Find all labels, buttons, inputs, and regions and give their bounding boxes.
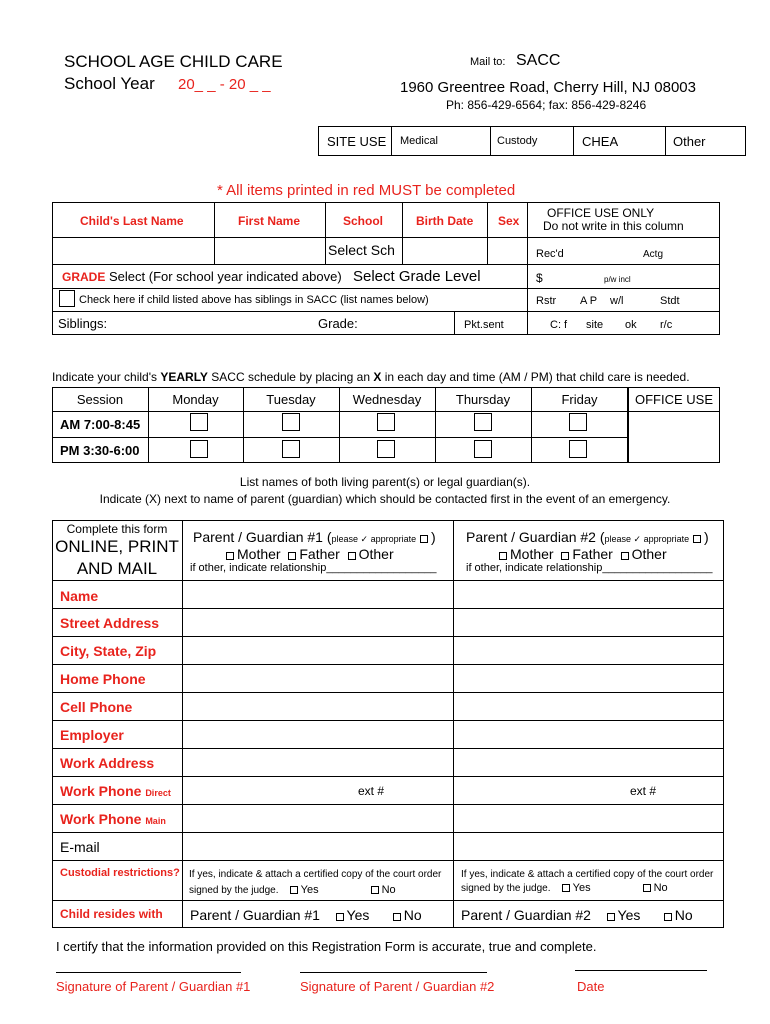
- form-title: SCHOOL AGE CHILD CARE: [64, 52, 283, 71]
- birth-date-input[interactable]: [406, 243, 484, 261]
- child-last-name-header: Child's Last Name: [80, 214, 184, 228]
- cf-label: C: f: [550, 319, 568, 331]
- site-use-label: SITE USE: [327, 134, 387, 149]
- custody-label: Custody: [497, 135, 538, 147]
- wl-label: w/l: [610, 295, 624, 307]
- guardian1-custodial-options: signed by the judge. Yes No: [189, 884, 396, 896]
- home-phone-row-label: Home Phone: [60, 671, 146, 687]
- monday-am-checkbox[interactable]: [190, 413, 208, 431]
- rstr-label: Rstr: [536, 295, 557, 307]
- guardian1-ext-label: ext #: [358, 784, 385, 798]
- child-last-name-input[interactable]: [60, 243, 210, 261]
- monday-pm-checkbox[interactable]: [190, 440, 208, 458]
- guardian1-work-address-input[interactable]: [184, 750, 451, 774]
- resides-guardian1-yes-checkbox[interactable]: [336, 913, 344, 921]
- sibling-grade-label: Grade:: [318, 316, 358, 331]
- friday-header: Friday: [561, 392, 598, 407]
- guardian2-custodial-options: signed by the judge. Yes No: [461, 882, 668, 894]
- work-phone-main-row-label: Work Phone Main: [60, 811, 166, 827]
- school-select[interactable]: Select Sch: [328, 242, 395, 258]
- guardian1-home-phone-input[interactable]: [184, 666, 451, 690]
- guardian2-relationship-options: Mother Father Other: [499, 547, 667, 561]
- guardian2-mother-checkbox[interactable]: [499, 552, 507, 560]
- guardian2-street-input[interactable]: [455, 610, 722, 634]
- tuesday-header: Tuesday: [266, 392, 316, 407]
- required-note: * All items printed in red MUST be completed: [217, 182, 516, 199]
- pkt-sent-label: Pkt.sent: [464, 319, 504, 331]
- site-label: site: [586, 319, 604, 331]
- actg-label: Actg: [643, 249, 664, 260]
- resides-guardian1-no-checkbox[interactable]: [393, 913, 401, 921]
- guardian1-employer-input[interactable]: [184, 722, 451, 746]
- custodial-row-label: Custodial restrictions?: [60, 867, 180, 879]
- dollar-label: $: [536, 271, 543, 285]
- pw-incl-label: p/w incl: [604, 275, 631, 284]
- monday-header: Monday: [172, 392, 219, 407]
- resides-guardian2-no-checkbox[interactable]: [664, 913, 672, 921]
- school-year-label: School Year: [64, 74, 155, 93]
- wednesday-am-checkbox[interactable]: [377, 413, 395, 431]
- guardian1-city-input[interactable]: [184, 638, 451, 662]
- name-row-label: Name: [60, 588, 99, 604]
- grade-label: GRADE: [62, 270, 106, 284]
- date-label: Date: [577, 979, 605, 994]
- online-print-note: ONLINE, PRINT: [55, 537, 179, 556]
- thursday-pm-checkbox[interactable]: [474, 440, 492, 458]
- rc-label: r/c: [660, 319, 673, 331]
- grade-select[interactable]: Select Grade Level: [353, 268, 481, 285]
- guardian1-cell-phone-input[interactable]: [184, 694, 451, 718]
- child-first-name-input[interactable]: [220, 243, 320, 261]
- guardian2-city-input[interactable]: [455, 638, 722, 662]
- street-row-label: Street Address: [60, 615, 160, 631]
- siblings-check-text: Check here if child listed above has siblings in SACC (list names below): [79, 294, 429, 306]
- office-use-header: OFFICE USE: [634, 392, 713, 407]
- phone-fax: Ph: 856-429-6564; fax: 856-429-8246: [446, 98, 647, 112]
- signature1-label: Signature of Parent / Guardian #1: [56, 979, 251, 994]
- guardian2-custodial-text: If yes, indicate & attach a certified copy of the court order: [461, 869, 714, 880]
- guardian2-employer-input[interactable]: [455, 722, 722, 746]
- guardian2-work-address-input[interactable]: [455, 750, 722, 774]
- guardian1-relationship-line[interactable]: if other, indicate relationship__________________: [190, 562, 437, 574]
- friday-am-checkbox[interactable]: [569, 413, 587, 431]
- and-mail-note: AND MAIL: [76, 559, 158, 578]
- signature2-line[interactable]: [300, 972, 487, 973]
- other-label: Other: [673, 134, 706, 149]
- wednesday-pm-checkbox[interactable]: [377, 440, 395, 458]
- mail-to-label: Mail to:: [470, 56, 506, 68]
- mail-to-name: SACC: [516, 52, 561, 69]
- guardian2-other-checkbox[interactable]: [621, 552, 629, 560]
- employer-row-label: Employer: [60, 727, 124, 743]
- guardian1-custodial-no-checkbox[interactable]: [371, 886, 379, 894]
- guardian2-home-phone-input[interactable]: [455, 666, 722, 690]
- guardian1-custodial-text: If yes, indicate & attach a certified copy of the court order: [189, 869, 442, 880]
- birth-date-header: Birth Date: [416, 214, 474, 228]
- signature2-label: Signature of Parent / Guardian #2: [300, 979, 495, 994]
- city-row-label: City, State, Zip: [60, 643, 157, 659]
- office-use-title: OFFICE USE ONLY: [547, 206, 655, 220]
- work-phone-direct-row-label: Work Phone Direct: [60, 783, 171, 799]
- guardian1-street-input[interactable]: [184, 610, 451, 634]
- guardian1-email-input[interactable]: [184, 834, 451, 858]
- guardian1-other-checkbox[interactable]: [348, 552, 356, 560]
- mail-address: 1960 Greentree Road, Cherry Hill, NJ 08003: [400, 79, 696, 96]
- cell-phone-row-label: Cell Phone: [60, 699, 133, 715]
- am-session-label: AM 7:00-8:45: [60, 417, 141, 432]
- tuesday-pm-checkbox[interactable]: [282, 440, 300, 458]
- guardian2-custodial-yes-checkbox[interactable]: [562, 884, 570, 892]
- session-header: Session: [76, 392, 124, 407]
- sex-header: Sex: [498, 214, 520, 228]
- resides-guardian2-yes-checkbox[interactable]: [607, 913, 615, 921]
- school-header: School: [343, 214, 384, 228]
- guardian2-email-input[interactable]: [455, 834, 722, 858]
- thursday-header: Thursday: [455, 392, 511, 407]
- guardian1-custodial-yes-checkbox[interactable]: [290, 886, 298, 894]
- first-name-header: First Name: [238, 214, 301, 228]
- sex-input[interactable]: [490, 243, 524, 261]
- school-year-value[interactable]: 20_ _ - 20 _ _: [178, 76, 271, 93]
- guardian1-title: Parent / Guardian #1 (please ✓ appropriate ): [193, 529, 436, 545]
- email-row-label: E-mail: [60, 839, 100, 855]
- office-use-subtitle: Do not write in this column: [543, 219, 684, 233]
- tuesday-am-checkbox[interactable]: [282, 413, 300, 431]
- guardian2-cell-phone-input[interactable]: [455, 694, 722, 718]
- stdt-label: Stdt: [660, 295, 680, 307]
- resides-guardian1-options: Parent / Guardian #1 Yes No: [190, 907, 422, 923]
- ap-label: A P: [580, 295, 598, 307]
- guardian1-father-checkbox[interactable]: [288, 552, 296, 560]
- guardian2-title: Parent / Guardian #2 (please ✓ appropriate ): [466, 529, 709, 545]
- recd-label: Rec'd: [536, 248, 564, 260]
- child-resides-row-label: Child resides with: [60, 907, 163, 921]
- medical-label: Medical: [400, 135, 438, 147]
- chea-label: CHEA: [582, 134, 619, 149]
- work-address-row-label: Work Address: [60, 755, 155, 771]
- thursday-am-checkbox[interactable]: [474, 413, 492, 431]
- schedule-instructions: Indicate your child's YEARLY SACC schedule by placing an X in each day and time (AM / PM) that child care is needed.: [52, 370, 690, 384]
- guardian1-relationship-options: Mother Father Other: [226, 547, 394, 561]
- guardian1-mother-checkbox[interactable]: [226, 552, 234, 560]
- parents-intro-line2: Indicate (X) next to name of parent (guardian) which should be contacted first in the event of an emergency.: [99, 492, 671, 506]
- guardian2-relationship-line[interactable]: if other, indicate relationship__________________: [466, 562, 713, 574]
- guardian2-name-input[interactable]: [455, 582, 722, 606]
- siblings-checkbox[interactable]: [59, 290, 75, 307]
- parents-intro-line1: List names of both living parent(s) or legal guardian(s).: [239, 475, 531, 489]
- guardian2-custodial-no-checkbox[interactable]: [643, 884, 651, 892]
- wednesday-header: Wednesday: [352, 392, 422, 407]
- date-line[interactable]: [575, 970, 707, 971]
- friday-pm-checkbox[interactable]: [569, 440, 587, 458]
- pm-session-label: PM 3:30-6:00: [60, 443, 140, 458]
- resides-guardian2-options: Parent / Guardian #2 Yes No: [461, 907, 693, 923]
- guardian2-ext-label: ext #: [630, 784, 657, 798]
- guardian1-name-input[interactable]: [184, 582, 451, 606]
- siblings-label: Siblings:: [58, 316, 108, 331]
- ok-label: ok: [625, 319, 637, 331]
- guardian2-father-checkbox[interactable]: [561, 552, 569, 560]
- signature1-line[interactable]: [56, 972, 241, 973]
- grade-instruction: Select (For school year indicated above): [109, 269, 342, 284]
- complete-form-note: Complete this form: [66, 522, 168, 536]
- certify-statement: I certify that the information provided on this Registration Form is accurate, true and complete.: [56, 939, 597, 954]
